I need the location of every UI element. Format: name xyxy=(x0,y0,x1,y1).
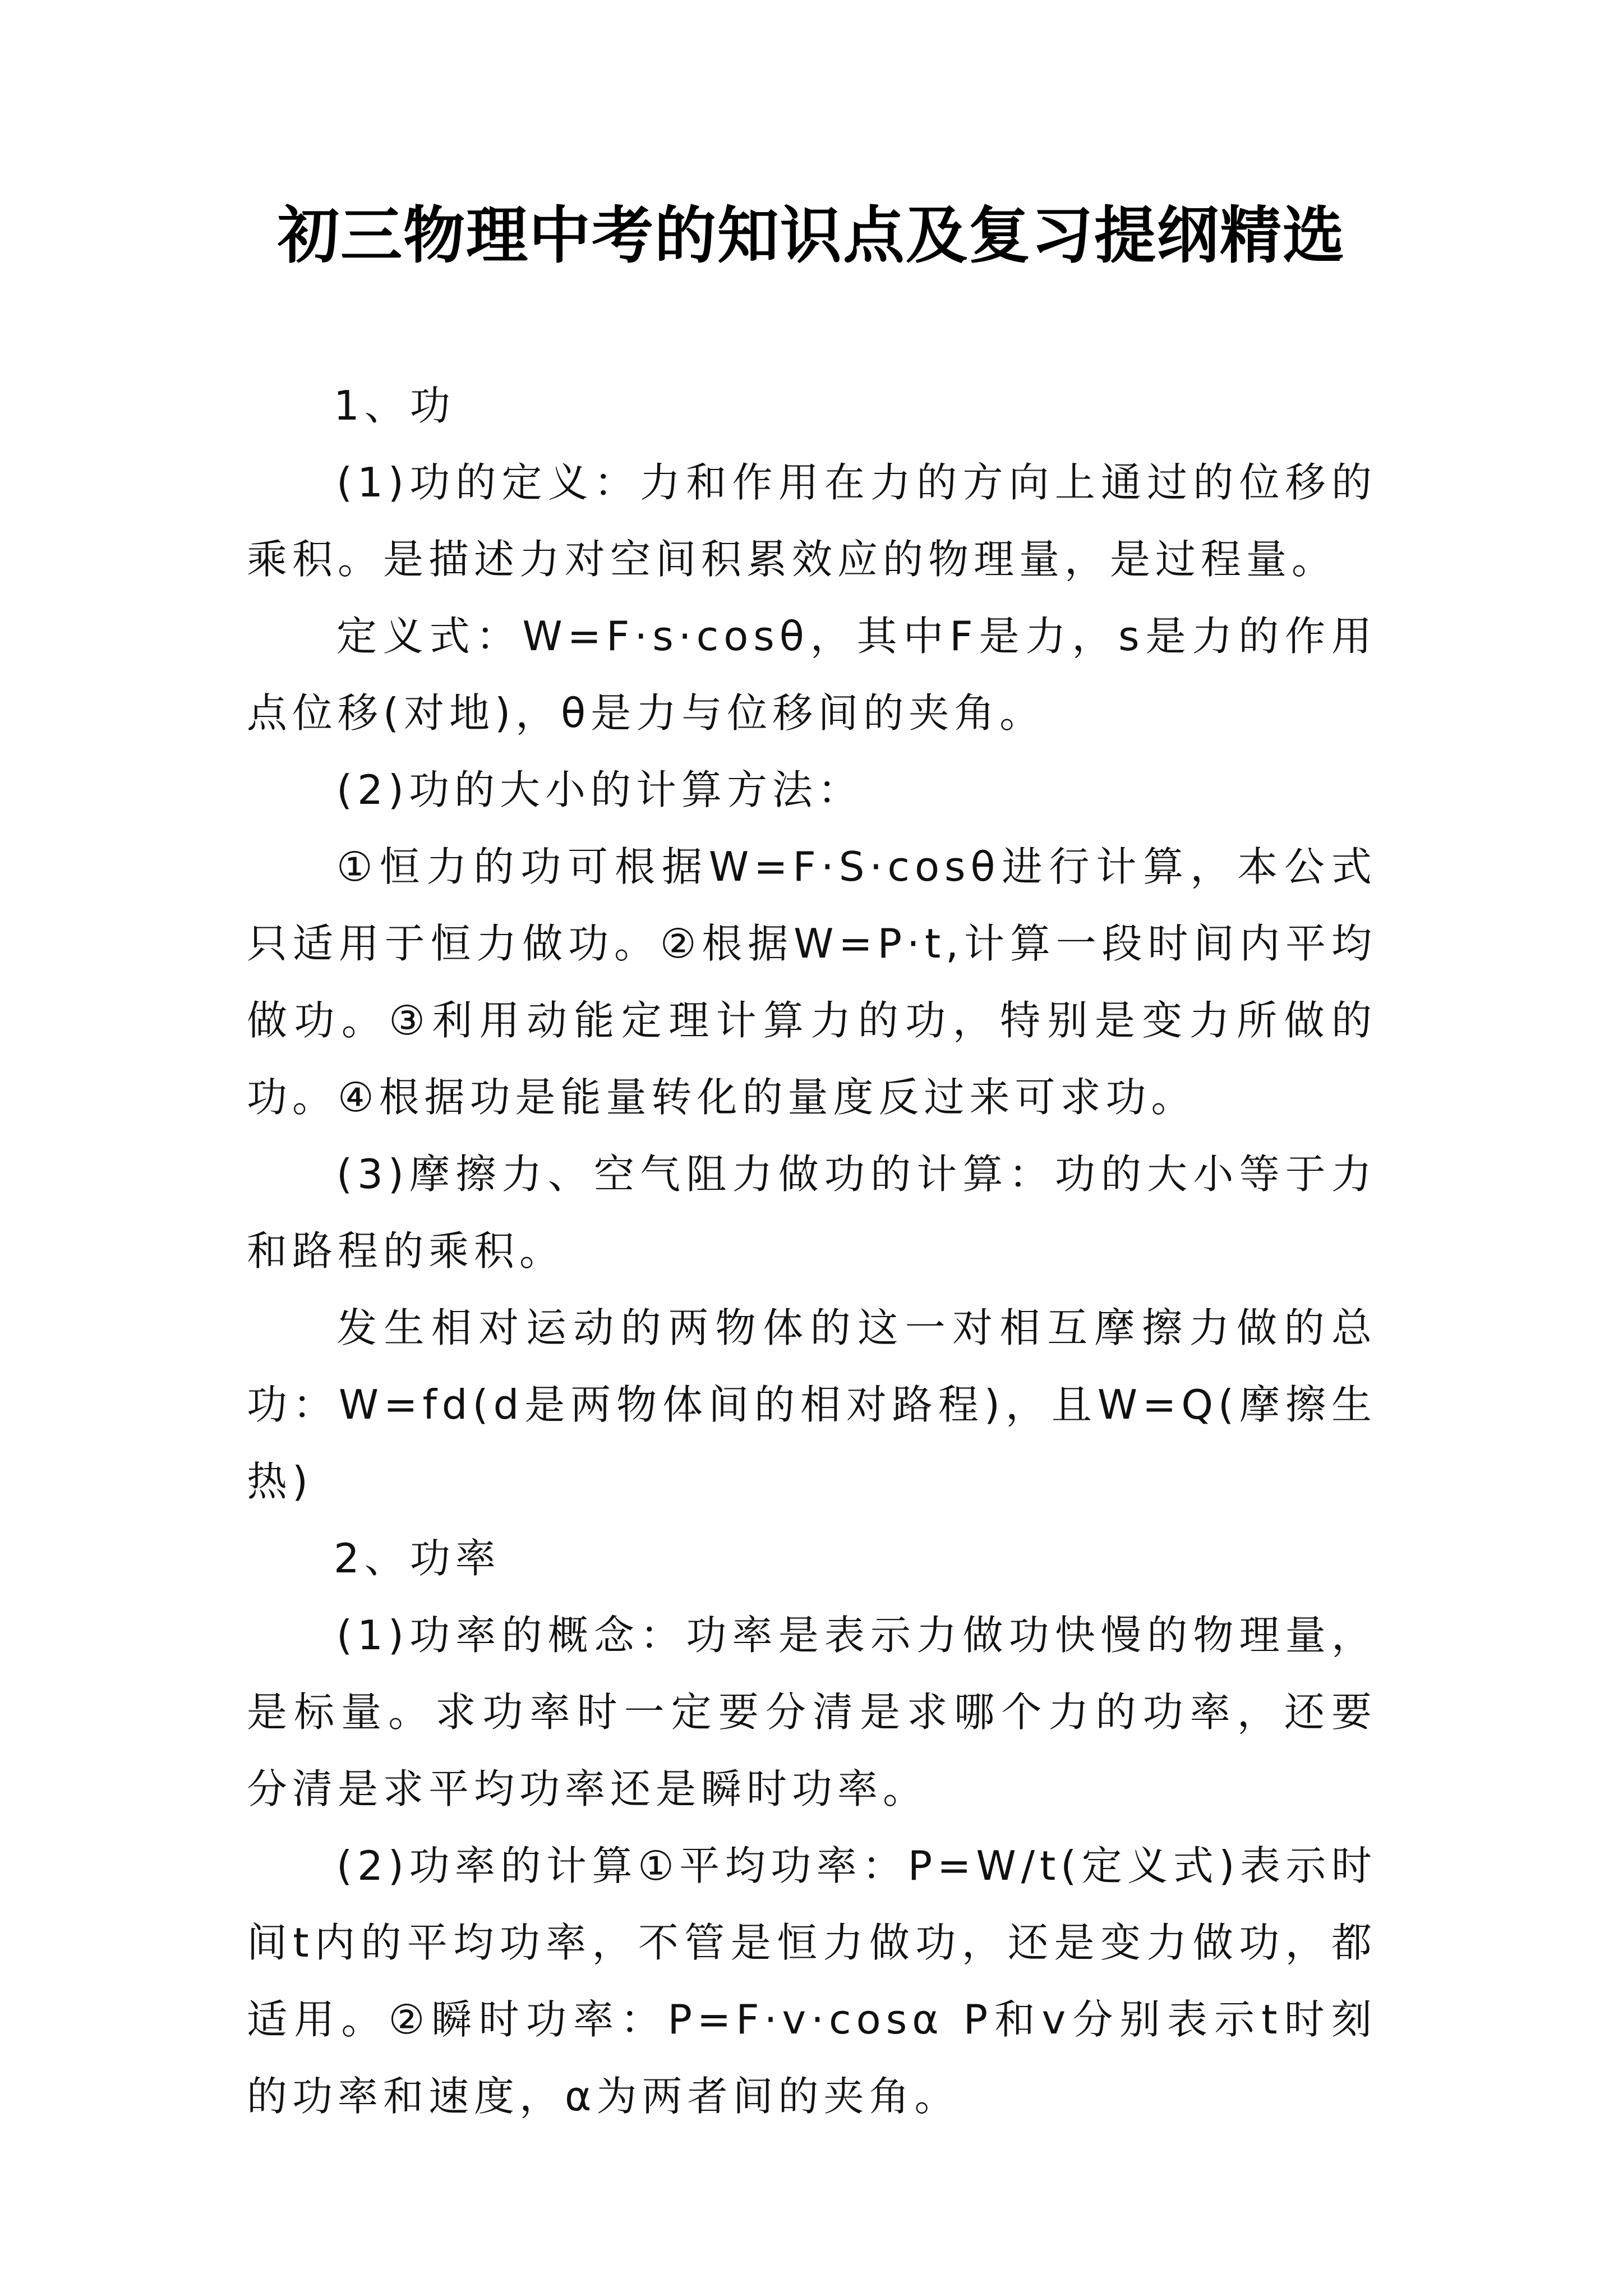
paragraph-work-definition: (1)功的定义：力和作用在力的方向上通过的位移的乘积。是描述力对空间积累效应的物理量，是过程量。 xyxy=(247,459,1377,583)
paragraph-work-formula: 定义式：W=F·s·cosθ，其中F是力，s是力的作用点位移(对地)，θ是力与位移间的夹角。 xyxy=(247,613,1377,737)
paragraph-power-concept: (1)功率的概念：功率是表示力做功快慢的物理量，是标量。求功率时一定要分清是求哪个力的功率，还要分清是求平均功率还是瞬时功率。 xyxy=(247,1612,1377,1812)
section-heading-power: 2、功率 xyxy=(334,1535,501,1582)
paragraph-power-calc: (2)功率的计算①平均功率：P=W/t(定义式)表示时间t内的平均功率，不管是恒力做功，还是变力做功，都适用。②瞬时功率：P=F·v·cosα P和v分别表示t时刻的功率和速度，α为两者间的夹角。 xyxy=(247,1842,1377,2120)
document-title: 初三物理中考的知识点及复习提纲精选 xyxy=(278,199,1345,272)
section-heading-work: 1、功 xyxy=(334,382,455,429)
document-body xyxy=(247,367,1377,2135)
paragraph-work-calc-methods: ①恒力的功可根据W=F·S·cosθ进行计算，本公式只适用于恒力做功。②根据W=P·t,计算一段时间内平均做功。③利用动能定理计算力的功，特别是变力所做的功。④根据功是能量转化的量度反过来可求功。 xyxy=(247,843,1377,1121)
paragraph-work-calc-heading: (2)功的大小的计算方法： xyxy=(336,766,863,813)
paragraph-friction-total-work: 发生相对运动的两物体的这一对相互摩擦力做的总功：W=fd(d是两物体间的相对路程)，且W=Q(摩擦生热) xyxy=(247,1304,1377,1505)
paragraph-friction-work: (3)摩擦力、空气阻力做功的计算：功的大小等于力和路程的乘积。 xyxy=(247,1151,1377,1274)
